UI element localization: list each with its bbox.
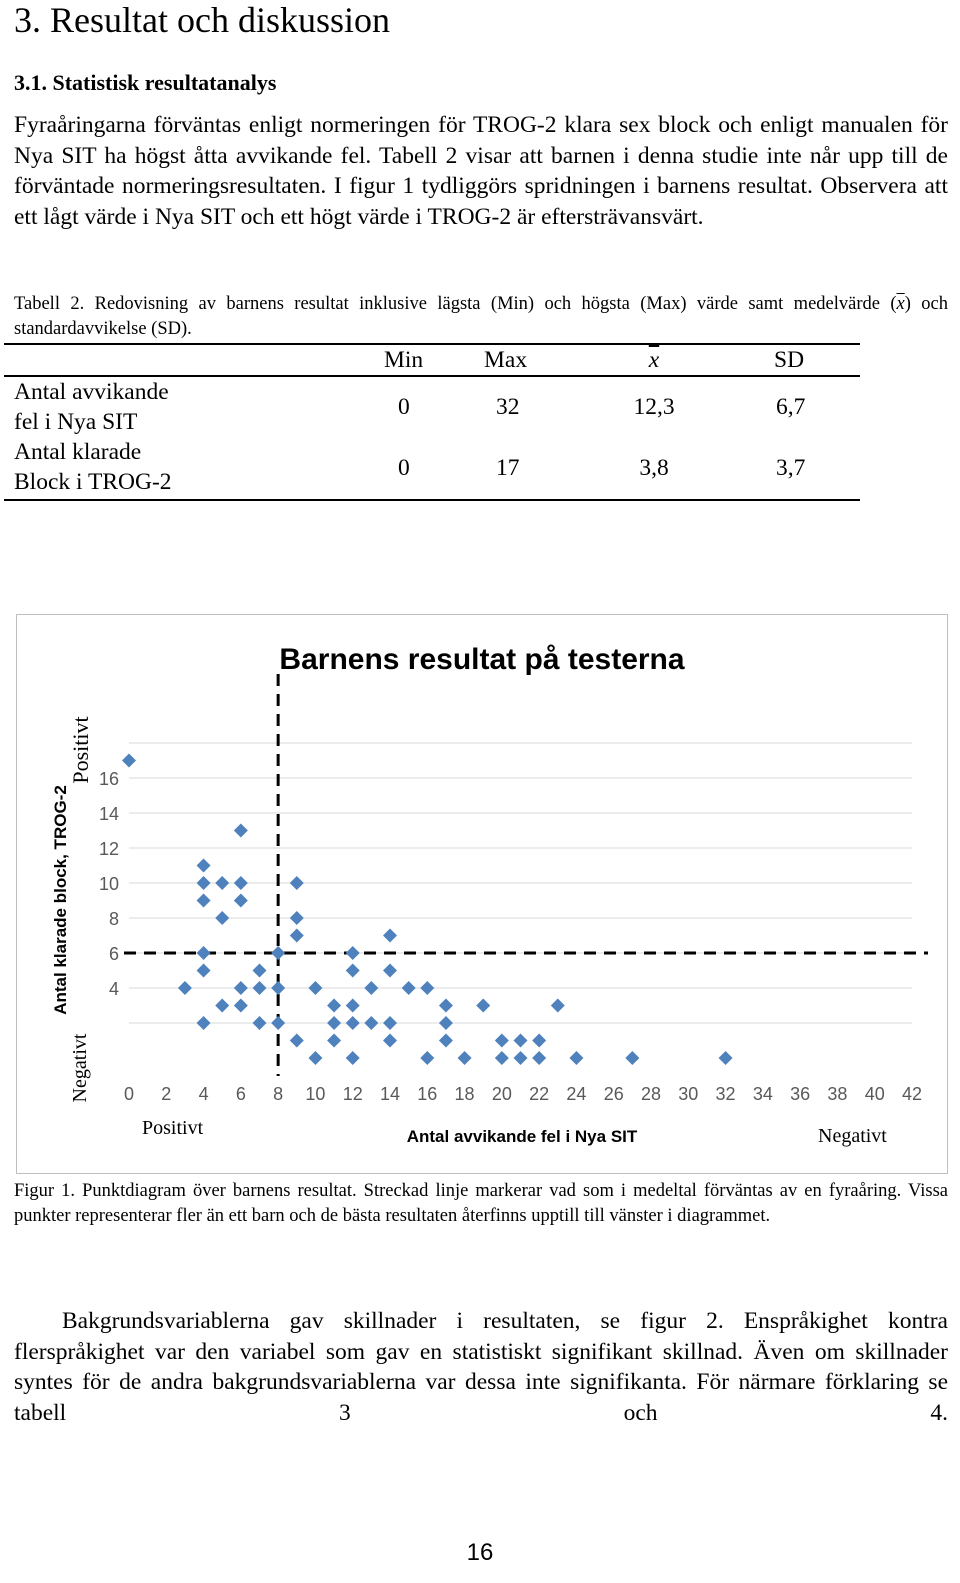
data-point [271,1016,285,1030]
data-point [383,1016,397,1030]
y-tick-label: 16 [98,769,119,789]
x-tick-label: 10 [305,1084,326,1104]
data-point [197,876,211,890]
data-point [327,1034,341,1048]
data-point [308,981,322,995]
col-header-min: Min [384,347,424,373]
data-point [346,1051,360,1065]
x-tick-label: 14 [379,1084,401,1104]
x-tick-label: 28 [640,1084,662,1104]
paragraph-intro: Fyraåringarna förväntas enligt normeringen för TROG-2 klara sex block och enligt manualen för Nya SIT ha högst åtta avvikande fel. Tabell 2 visar att barnen i denna studie inte når upp till de förväntade normeringsresultaten. I figur 1 tydliggörs spridningen i barnens resultat. Observera att ett lågt värde i Nya SIT och ett högt värde i TROG-2 är eftersträvansvärt. [14,112,948,230]
y-tick-label: 10 [98,874,119,894]
cell-min: 0 [398,455,410,481]
page-number: 16 [466,1539,494,1566]
data-point [290,1034,304,1048]
data-point [271,946,285,960]
data-point [532,1034,546,1048]
table-caption-suffix: ) och standardavvikelse (SD). [14,294,948,339]
x-tick-label: 32 [715,1084,736,1104]
axis-tick-labels [99,769,922,1104]
x-tick-label: 34 [752,1084,773,1104]
data-point [569,1051,583,1065]
data-point [253,1016,267,1030]
y-tick-label: 12 [98,839,119,859]
chart-title: Barnens resultat på testerna [279,643,685,676]
data-point [495,1051,509,1065]
data-point [439,1016,453,1030]
y-tick-label: 14 [98,804,119,824]
x-tick-label: 0 [123,1084,135,1104]
data-point [346,999,360,1013]
x-tick-label: 22 [529,1084,550,1104]
x-axis-label: Antal avvikande fel i Nya SIT [406,1127,638,1146]
cell-mean: 3,8 [639,455,669,481]
data-point [234,894,248,908]
data-point [625,1051,639,1065]
scatter-chart [16,614,948,1174]
table-header-row [4,345,860,377]
data-point [234,824,248,838]
y-annotation-bottom: Negativt [69,1033,91,1103]
cell-sd: 3,7 [776,455,806,481]
col-header-max: Max [484,347,528,373]
data-point [364,981,378,995]
data-point [197,946,211,960]
data-point [308,1051,322,1065]
y-tick-label: 8 [108,909,119,929]
data-point [346,946,360,960]
data-point [514,1051,528,1065]
y-annotation-top: Positivt [68,716,93,784]
data-point [290,929,304,943]
data-point [271,981,285,995]
data-point [420,1051,434,1065]
y-tick-label: 4 [108,979,119,999]
mean-symbol: $\overline{x}$ [896,294,905,314]
x-tick-label: 2 [161,1084,172,1104]
data-point [234,981,248,995]
subsection-heading: 3.1. Statistisk resultatanalys [14,70,277,95]
section-heading: 3. Resultat och diskussion [14,0,390,40]
x-tick-label: 42 [901,1084,923,1104]
data-point [551,999,565,1013]
cell-min: 0 [398,394,410,420]
x-tick-label: 24 [566,1084,587,1104]
data-point [439,1034,453,1048]
figure-caption: Figur 1. Punktdiagram över barnens resultat. Streckad linje markerar vad som i medeltal förväntas av en fyraåring. Vissa punkter representerar fler än ett barn och de bästa resultaten återfinns upptill till vänster i diagrammet. [14,1181,948,1226]
data-point [215,999,229,1013]
x-tick-label: 8 [273,1084,284,1104]
paragraph-background: Bakgrundsvariablerna gav skillnader i resultaten, se figur 2. Enspråkighet kontra flerspråkighet var den variabel som gav en statistiskt signifikant skillnad. Även om skillnader syntes för de andra bakgrundsvariablerna var dessa inte signifikanta. För närmare förklaring se tabell 3 och 4. [14,1308,948,1426]
reference-lines [124,674,928,1076]
data-point [215,911,229,925]
x-tick-label: 26 [603,1084,624,1104]
data-point [122,754,136,768]
col-header-sd: SD [774,347,805,373]
data-point [364,1016,378,1030]
x-tick-label: 30 [678,1084,699,1104]
table-caption-prefix: Tabell 2. Redovisning av barnens resultat inklusive lägsta (Min) och högsta (Max) värde samt medelvärde ( [14,294,897,314]
data-point [383,929,397,943]
x-tick-label: 16 [417,1084,438,1104]
data-point [346,964,360,978]
cell-max: 32 [496,394,520,420]
data-point [234,876,248,890]
data-point [532,1051,546,1065]
data-point [178,981,192,995]
x-tick-label: 18 [454,1084,475,1104]
data-point [215,876,229,890]
row-label-line1: Antal avvikande [14,379,169,405]
x-tick-label: 40 [864,1084,885,1104]
y-axis-label: Antal klarade block, TROG-2 [51,785,70,1015]
data-point [234,999,248,1013]
data-point [383,964,397,978]
table-caption [14,292,948,342]
data-point [290,876,304,890]
data-point [197,894,211,908]
data-point [346,1016,360,1030]
x-annotation-left: Positivt [142,1117,204,1139]
y-tick-label: 6 [108,944,119,964]
col-header-mean: $\overline{x}$ [648,347,660,373]
data-point [719,1051,733,1065]
data-point [476,999,490,1013]
x-tick-label: 38 [827,1084,848,1104]
x-tick-label: 36 [790,1084,811,1104]
x-tick-label: 4 [198,1084,209,1104]
data-point [253,964,267,978]
x-tick-label: 20 [491,1084,512,1104]
data-point [495,1034,509,1048]
data-point [290,911,304,925]
data-point [420,981,434,995]
data-point [197,964,211,978]
row-label-line2: Block i TROG-2 [14,469,172,495]
x-annotation-right: Negativt [818,1125,887,1147]
data-point [327,999,341,1013]
data-point [402,981,416,995]
x-tick-label: 12 [342,1084,363,1104]
data-point [327,1016,341,1030]
row-label-line2: fel i Nya SIT [14,409,138,435]
data-point [197,859,211,873]
row-label-line1: Antal klarade [14,439,142,465]
results-table [4,343,860,501]
data-point [439,999,453,1013]
x-tick-label: 6 [235,1084,246,1104]
cell-max: 17 [496,455,520,481]
data-point [383,1034,397,1048]
data-point [514,1034,528,1048]
cell-mean: 12,3 [633,394,675,420]
data-point [253,981,267,995]
data-point [458,1051,472,1065]
data-points [122,754,733,1066]
data-point [197,1016,211,1030]
cell-sd: 6,7 [776,394,806,420]
